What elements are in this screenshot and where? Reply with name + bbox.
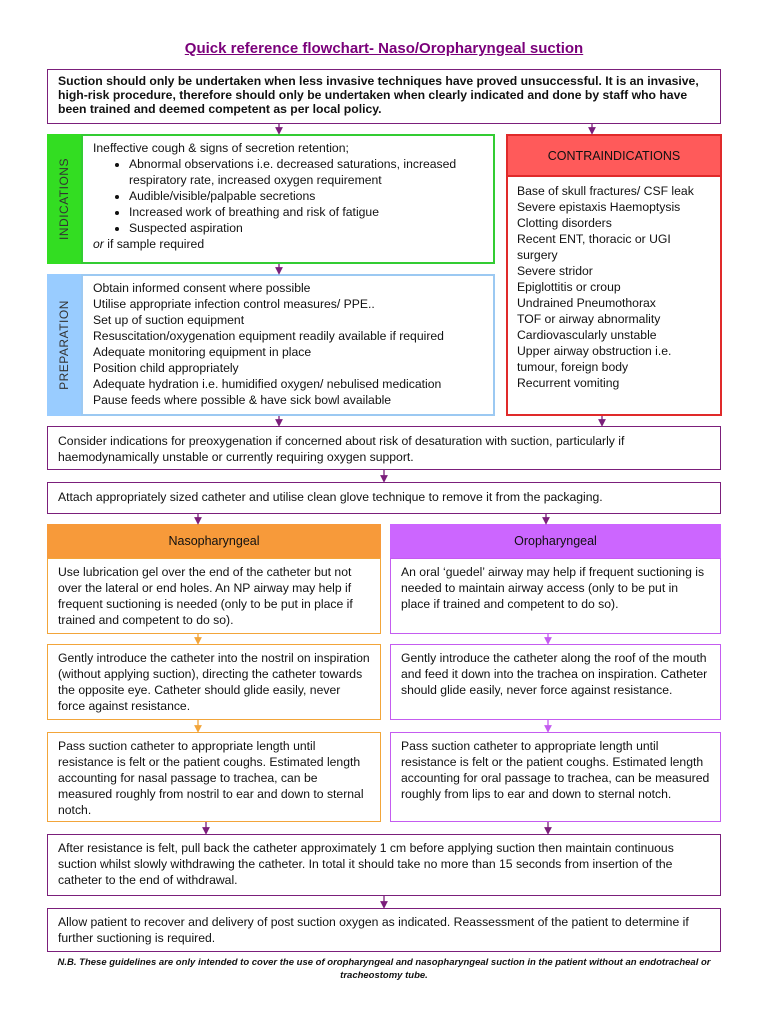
recover-box: Allow patient to recover and delivery of post suction oxygen as indicated. Reassessment of the patient to determine if further suctioning is required. bbox=[47, 908, 721, 952]
indication-item: • Abnormal observations i.e. decreased saturations, increased respiratory rate, increased oxygen requirement bbox=[129, 156, 483, 188]
contraindication-item: Upper airway obstruction i.e. tumour, foreign body bbox=[517, 344, 672, 374]
preparation-item: Obtain informed consent where possible bbox=[93, 281, 311, 295]
indications-lead: Ineffective cough & signs of secretion retention; bbox=[93, 141, 349, 155]
oropharyngeal-label: Oropharyngeal bbox=[514, 534, 597, 548]
contraindication-item: Undrained Pneumothorax bbox=[517, 296, 656, 310]
oro-step-1: An oral ‘guedel’ airway may help if frequent suctioning is needed to maintain airway access (only to be put in place if trained and competent to do so). bbox=[390, 558, 721, 634]
preparation-item: Set up of suction equipment bbox=[93, 313, 245, 327]
indication-item: • Increased work of breathing and risk of fatigue bbox=[129, 204, 483, 220]
naso-step-2: Gently introduce the catheter into the nostril on inspiration (without applying suction), directing the catheter towards the opposite eye. Catheter should glide easily, never force against resistance. bbox=[47, 644, 381, 720]
preparation-item: Resuscitation/oxygenation equipment readily available if required bbox=[93, 329, 444, 343]
contraindication-item: Recurrent vomiting bbox=[517, 376, 620, 390]
catheter-box: Attach appropriately sized catheter and utilise clean glove technique to remove it from the packaging. bbox=[47, 482, 721, 514]
preparation-item: Utilise appropriate infection control measures/ PPE.. bbox=[93, 297, 375, 311]
contraindication-item: Recent ENT, thoracic or UGI surgery bbox=[517, 232, 671, 262]
intro-box: Suction should only be undertaken when less invasive techniques have proved unsuccessful. It is an invasive, high-risk procedure, therefore should only be undertaken when clearly indicated and done by staff who have been trained and deemed competent as per local policy. bbox=[47, 69, 721, 124]
contraindication-item: Severe stridor bbox=[517, 264, 593, 278]
contraindication-item: Clotting disorders bbox=[517, 216, 612, 230]
preparation-item: Pause feeds where possible & have sick bowl available bbox=[93, 393, 392, 407]
naso-step-3: Pass suction catheter to appropriate length until resistance is felt or the patient coughs. Estimated length accounting for nasal passage to trachea, can be measured roughly from nostril to ear and down to sternal notch. bbox=[47, 732, 381, 822]
indications-tail-text: if sample required bbox=[103, 237, 205, 251]
indications-or: or bbox=[93, 237, 104, 251]
contraindication-item: Base of skull fractures/ CSF leak bbox=[517, 184, 694, 198]
contraindication-item: Cardiovascularly unstable bbox=[517, 328, 657, 342]
preparation-item: Position child appropriately bbox=[93, 361, 239, 375]
oro-step-2: Gently introduce the catheter along the roof of the mouth and feed it down into the trachea on inspiration. Catheter should glide easily, never force against resistance. bbox=[390, 644, 721, 720]
contraindication-item: Severe epistaxis Haemoptysis bbox=[517, 200, 681, 214]
preparation-item: Adequate hydration i.e. humidified oxygen/ nebulised medication bbox=[93, 377, 442, 391]
preoxygenation-box: Consider indications for preoxygenation if concerned about risk of desaturation with suction, particularly if haemodynamically unstable or currently requiring oxygen support. bbox=[47, 426, 721, 470]
naso-step-1: Use lubrication gel over the end of the catheter but not over the lateral or end holes. An NP airway may help if frequent suctioning is needed (only to be put in place if trained and competent to do so). bbox=[47, 558, 381, 634]
indication-item: • Audible/visible/palpable secretions bbox=[129, 188, 483, 204]
contraindication-item: TOF or airway abnormality bbox=[517, 312, 661, 326]
indication-item: • Suspected aspiration bbox=[129, 220, 483, 236]
nasopharyngeal-label: Nasopharyngeal bbox=[168, 534, 260, 548]
footnote: N.B. These guidelines are only intended to cover the use of oropharyngeal and nasopharyngeal suction in the patient without an endotracheal or tracheostomy tube. bbox=[57, 957, 711, 981]
oro-step-3: Pass suction catheter to appropriate length until resistance is felt or the patient coughs. Estimated length accounting for oral passage to trachea, can be measured roughly from lips to ear and down to sternal notch. bbox=[390, 732, 721, 822]
contraindications-label: CONTRAINDICATIONS bbox=[547, 148, 681, 163]
indications-label: INDICATIONS bbox=[57, 158, 71, 240]
preparation-item: Adequate monitoring equipment in place bbox=[93, 345, 312, 359]
contraindication-item: Epiglottitis or croup bbox=[517, 280, 621, 294]
preparation-label: PREPARATION bbox=[57, 300, 71, 390]
page-title: Quick reference flowchart- Naso/Oropharyngeal suction bbox=[184, 40, 584, 57]
withdrawal-box: After resistance is felt, pull back the catheter approximately 1 cm before applying suction then maintain continuous suction whilst slowly withdrawing the catheter. In total it should take no more than 15 seconds from insertion of the catheter to the end of withdrawal. bbox=[47, 834, 721, 896]
